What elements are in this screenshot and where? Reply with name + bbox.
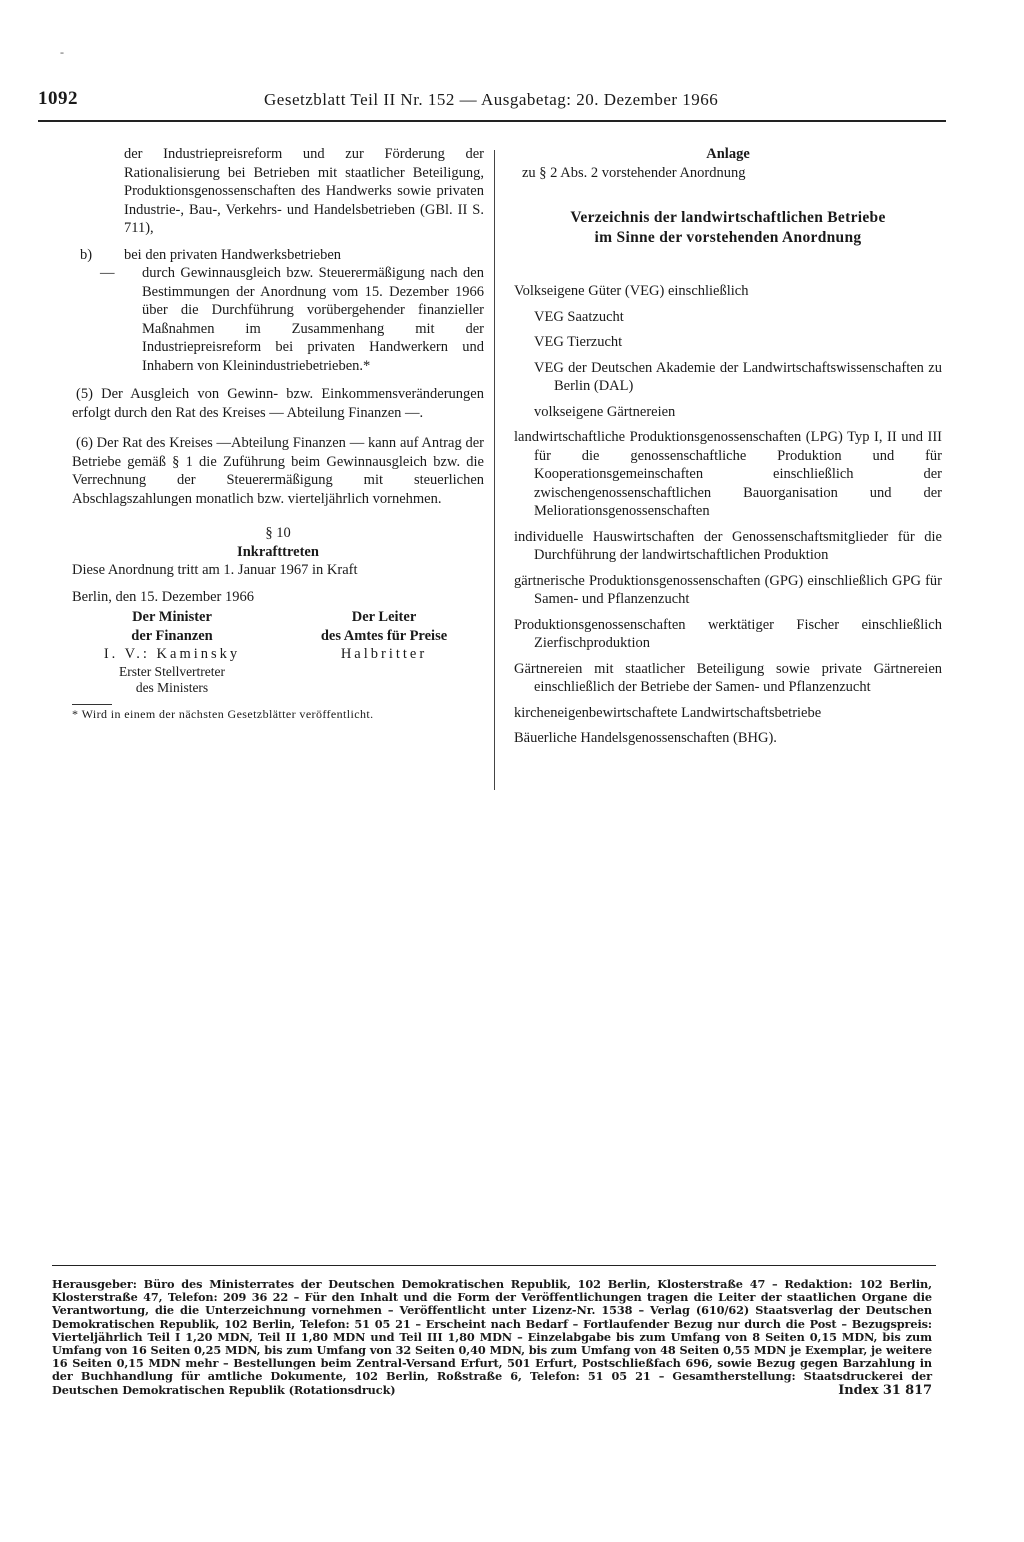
sig-right-name: Halbritter: [340, 646, 428, 662]
annex-title-line-2: im Sinne der vorstehenden Anordnung: [594, 229, 862, 246]
farm-list-item: VEG Saatzucht: [534, 308, 624, 325]
place-date: Berlin, den 15. Dezember 1966: [72, 588, 255, 605]
footnote-rule: [72, 704, 112, 705]
column-divider: [494, 150, 495, 790]
header-rule: [38, 120, 946, 122]
farm-list-item: VEG der Deutschen Akademie der Landwirtschaftswissenschaften zu Berlin (DAL): [534, 359, 942, 394]
farm-list-item: gärtnerische Produktionsgenossenschaften (GPG) einschließlich GPG für Samen- und Pflanzenzucht: [514, 572, 942, 607]
item-b-label: b): [80, 246, 93, 263]
page-header: [38, 88, 946, 118]
farm-list-item: volkseigene Gärtnereien: [534, 403, 676, 420]
item-b-text: bei den privaten Handwerksbetrieben: [124, 246, 342, 263]
sig-left-role-1: Erster Stellvertreter: [118, 663, 226, 679]
annex-reference: zu § 2 Abs. 2 vorstehender Anordnung: [522, 164, 746, 181]
farm-list-item: VEG Tierzucht: [534, 334, 623, 350]
section-text: Diese Anordnung tritt am 1. Januar 1967 in Kraft: [72, 562, 358, 578]
farm-list-item: Produktionsgenossenschaften werktätiger Fischer einschließlich Zierfischproduktion: [514, 616, 942, 651]
footnote: * Wird in einem der nächsten Gesetzblätter veröffentlicht.: [72, 706, 374, 721]
paragraph-6: (6) Der Rat des Kreises —Abteilung Finanzen — kann auf Antrag der Betriebe gemäß § 1 die Zuführung beim Gewinnausgleich bzw. die Verrechnung der Steuerermäßigung mit steuerlichen Abschlagszahlungen monatlich bzw. vierteljährlich vornehmen.: [72, 435, 484, 507]
signature-row: [72, 608, 484, 696]
index-number: Index 31 817: [838, 1382, 932, 1398]
imprint-text: Herausgeber: Büro des Ministerrates der Deutschen Demokratischen Republik, 102 Berlin, Klosterstraße 47 – Redaktion: 102 Berlin, Klosterstraße 47, Telefon: 209 36 22 – Für den Inhalt und die Form der Veröffentlichungen tragen die Leiter der staatlichen Organe die Verantwortung, die die Unterzeichnung vornehmen – Veröffentlicht unter Lizenz-Nr. 1538 – Verlag (610/62) Staatsverlag der Deutschen Demokratischen Republik, 102 Berlin, Telefon: 51 05 21 – Erscheint nach Bedarf – Fortlaufender Bezug nur durch die Post – Bezugspreis: Vierteljährlich Teil I 1,20 MDN, Teil II 1,80 MDN und Teil III 1,80 MDN – Einzelabgabe bis zum Umfang von 8 Seiten 0,15 MDN, bis zum Umfang von 16 Seiten 0,25 MDN, bis zum Umfang von 32 Seiten 0,40 MDN, bis zum Umfang von 48 Seiten 0,55 MDN je Exemplar, je weitere 16 Seiten 0,15 MDN mehr – Bestellungen beim Zentral-Versand Erfurt, 501 Erfurt, Postschließfach 696, sowie Bezug gegen Barzahlung in der Buchhandlung für amtliche Dokumente, 102 Berlin, Roßstraße 6, Telefon: 51 05 21 – Gesamtherstellung: Staatsdruckerei der Deutschen Demokratischen Republik (Rotationsdruck): [52, 1277, 932, 1397]
paragraph-a-continued: der Industriepreisreform und zur Förderung der Rationalisierung bei Betrieben mit staatlicher Beteiligung, Produktionsgenossenschaften des Handwerks sowie privaten Industrie-, Bau-, Verkehrs- und Handelsbetrieben (GBl. II S. 711),: [124, 146, 484, 236]
sig-right-title-2: des Amtes für Preise: [320, 627, 448, 644]
dash-marker: —: [100, 265, 115, 281]
farm-list-item: Volkseigene Güter (VEG) einschließlich: [514, 283, 749, 299]
sig-left-title-1: Der Minister: [132, 609, 212, 625]
item-b-dash-text: durch Gewinnausgleich bzw. Steuerermäßigung nach den Bestimmungen der Anordnung vom 15. Dezember 1966 über die Durchführung vorübergehender finanzieller Maßnahmen im Zusammenhang mit der Industriepreisreform bei privaten Handwerkern und Inhabern von Kleinindustriebetrieben.*: [142, 265, 484, 374]
left-column: [72, 145, 484, 721]
farm-list-item: kircheneigenbewirtschaftete Landwirtschaftsbetriebe: [514, 704, 822, 721]
farm-list-item: individuelle Hauswirtschaften der Genossenschaftsmitglieder für die Durchführung der landwirtschaftlichen Produktion: [514, 528, 942, 563]
item-b-dash-entry: [72, 264, 484, 375]
farm-list-item: Bäuerliche Handelsgenossenschaften (BHG).: [514, 730, 777, 746]
farm-list-item: landwirtschaftliche Produktionsgenossenschaften (LPG) Typ I, II und III für die genossenschaftliche Produktion und für Kooperationsgemeinschaften einschließlich der zwischengenossenschaftlichen Bauorganisation und der Meliorationsgenossenschaften: [514, 429, 942, 519]
farm-list: [514, 282, 942, 748]
annex-heading: Anlage: [706, 146, 750, 162]
sig-right-title-1: Der Leiter: [351, 609, 417, 625]
page-number: 1092: [38, 88, 78, 109]
annex-title: [514, 208, 942, 248]
right-column: [514, 145, 942, 755]
sig-left-role-2: des Ministers: [135, 679, 209, 695]
footer-rule: [52, 1265, 936, 1266]
paragraph-5: (5) Der Ausgleich von Gewinn- bzw. Einkommensveränderungen erfolgt durch den Rat des Kreises — Abteilung Finanzen —.: [72, 386, 484, 421]
sig-left-name: I. V.: Kaminsky: [103, 646, 241, 662]
section-title: Inkrafttreten: [237, 543, 319, 560]
signature-right: [284, 608, 484, 696]
item-b: [72, 246, 484, 265]
scan-mark: -: [60, 45, 64, 59]
header-title: Gesetzblatt Teil II Nr. 152 — Ausgabetag: 20. Dezember 1966: [264, 90, 719, 109]
signature-left: [72, 608, 272, 696]
section-number: § 10: [265, 525, 291, 541]
annex-title-line-1: Verzeichnis der landwirtschaftlichen Betriebe: [570, 209, 886, 226]
sig-left-title-2: der Finanzen: [131, 627, 213, 644]
imprint: [52, 1278, 932, 1397]
farm-list-item: Gärtnereien mit staatlicher Beteiligung sowie private Gärtnereien einschließlich der Betriebe der Samen- und Pflanzenzucht: [514, 660, 942, 695]
